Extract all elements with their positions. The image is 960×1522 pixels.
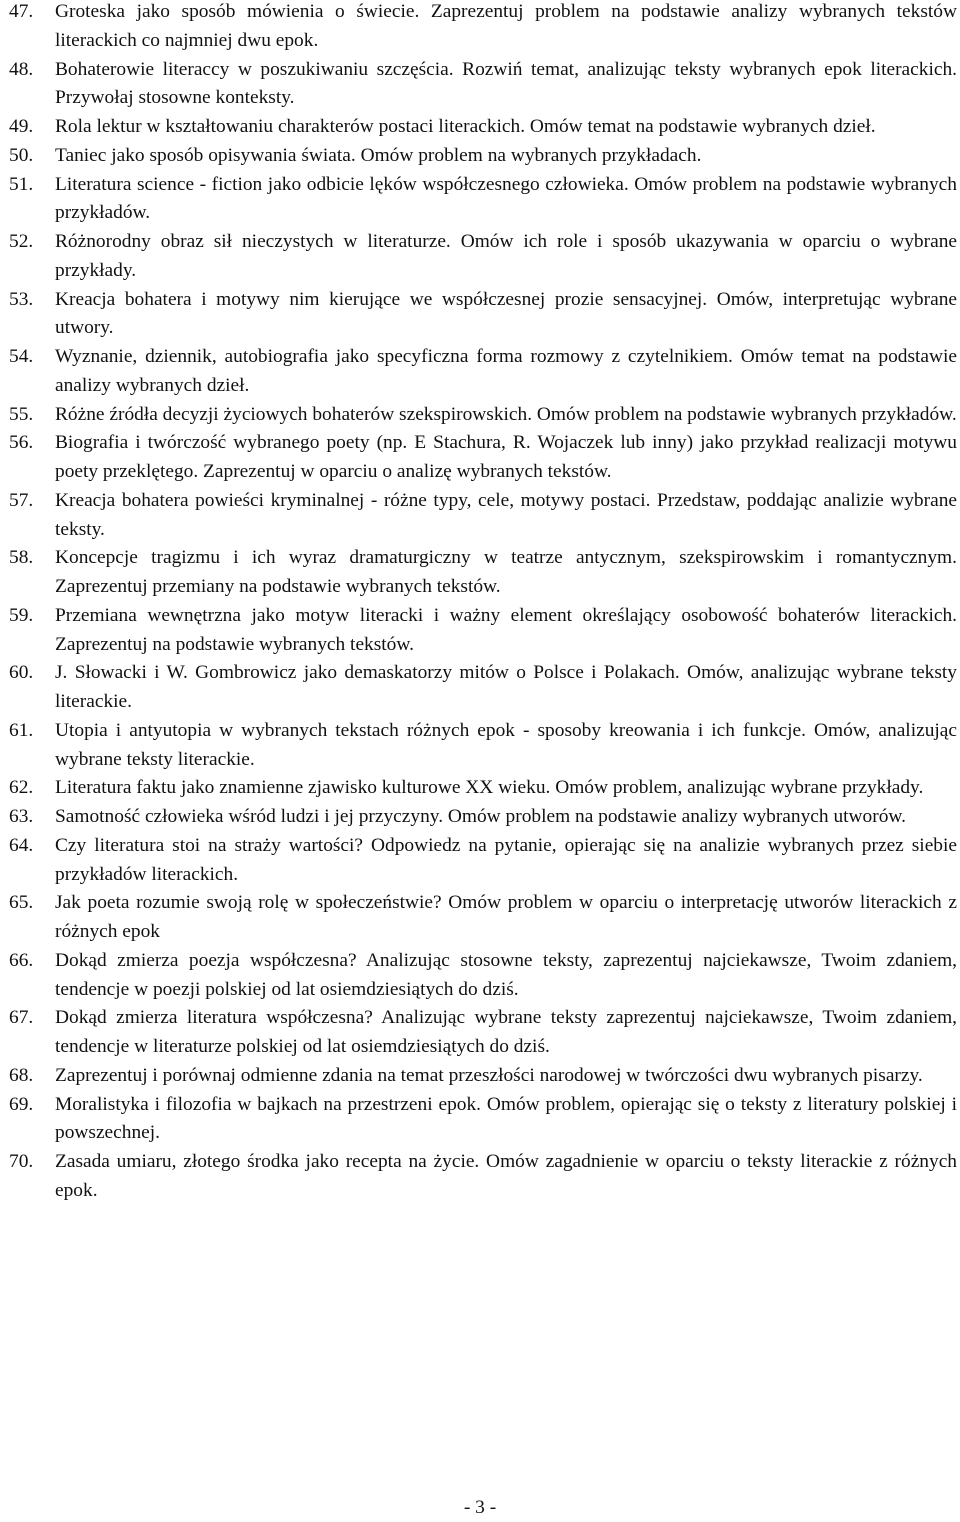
topic-text: Zaprezentuj i porównaj odmienne zdania na temat przeszłości narodowej w twórczości dwu wybranych pisarzy. [55,1064,923,1086]
topic-item [9,113,957,142]
topic-item [9,0,957,56]
topic-number: 53. [9,288,34,310]
topic-text: Koncepcje tragizmu i ich wyraz dramaturgiczny w teatrze antycznym, szekspirowskim i romantycznym. Zaprezentuj przemiany na podstawie wybranych tekstów. [55,547,957,597]
topic-text: Biografia i twórczość wybranego poety (np. E Stachura, R. Wojaczek lub inny) jako przykład realizacji motywu poety przeklętego. Zaprezentuj w oparciu o analizę wybranych tekstów. [55,432,957,482]
topic-number: 65. [9,892,34,914]
topic-item [9,832,957,890]
topic-number: 56. [9,432,34,454]
topic-number: 48. [9,58,34,80]
topic-number: 52. [9,231,34,252]
topic-number: 67. [9,1007,34,1029]
topic-number: 54. [9,346,34,367]
topic-text: Różne źródła decyzji życiowych bohaterów szekspirowskich. Omów problem na podstawie wybranych przykładów. [55,403,957,425]
topic-number: 58. [9,547,34,569]
topic-number: 51. [9,173,34,195]
topic-text: Dokąd zmierza poezja współczesna? Analizując stosowne teksty, zaprezentuj najciekawsze, Twoim zdaniem, tendencje w poezji polskiej od lat osiemdziesiątych do dziś. [55,949,957,1000]
topic-number: 49. [9,116,34,137]
topic-text: Zasada umiaru, złotego środka jako recepta na życie. Omów zagadnienie w oparciu o teksty literackie z różnych epok. [55,1151,957,1201]
topic-number: 68. [9,1064,34,1086]
topic-number: 61. [9,719,34,741]
topic-item [9,774,957,803]
topic-text: Moralistyka i filozofia w bajkach na przestrzeni epok. Omów problem, opierając się o teksty z literatury polskiej i powszechnej. [55,1093,957,1144]
topic-item [9,1004,957,1062]
topic-item [9,1148,957,1206]
topic-text: Literatura science - fiction jako odbicie lęków współczesnego człowieka. Omów problem na podstawie wybranych przykładów. [55,173,957,224]
topic-list [9,0,957,1206]
topic-item [9,1091,957,1149]
topic-item [9,487,957,545]
topic-number: 63. [9,806,34,827]
topic-item [9,659,957,717]
topic-text: Samotność człowieka wśród ludzi i jej przyczyny. Omów problem na podstawie analizy wybranych utworów. [55,806,906,827]
page-number: - 3 - [463,1497,497,1518]
topic-text: Wyznanie, dziennik, autobiografia jako specyficzna forma rozmowy z czytelnikiem. Omów temat na podstawie analizy wybranych dzieł. [55,346,957,396]
topic-text: Taniec jako sposób opisywania świata. Omów problem na wybranych przykładach. [55,144,702,166]
topic-item [9,947,957,1005]
topic-item [9,228,957,286]
topic-text: Bohaterowie literaccy w poszukiwaniu szczęścia. Rozwiń temat, analizując teksty wybranych epok literackich. Przywołaj stosowne konteksty. [55,58,957,109]
topic-text: Różnorodny obraz sił nieczystych w literaturze. Omów ich role i sposób ukazywania w oparciu o wybrane przykłady. [55,231,957,281]
topic-number: 64. [9,834,34,856]
topic-number: 47. [9,1,34,22]
topic-text: Jak poeta rozumie swoją rolę w społeczeństwie? Omów problem w oparciu o interpretację utworów literackich z różnych epok [55,892,957,942]
topic-item [9,803,957,832]
topic-number: 60. [9,662,34,684]
topic-item [9,429,957,487]
topic-number: 69. [9,1093,34,1115]
topic-item [9,544,957,602]
topic-text: Kreacja bohatera i motywy nim kierujące we współczesnej prozie sensacyjnej. Omów, interpretując wybrane utwory. [55,288,957,339]
topic-number: 50. [9,144,34,166]
topic-text: J. Słowacki i W. Gombrowicz jako demaskatorzy mitów o Polsce i Polakach. Omów, analizując wybrane teksty literackie. [55,662,957,712]
topic-item [9,1062,957,1091]
topic-number: 59. [9,604,34,626]
topic-text: Rola lektur w kształtowaniu charakterów postaci literackich. Omów temat na podstawie wybranych dzieł. [55,116,876,137]
topic-text: Przemiana wewnętrzna jako motyw literacki i ważny element określający osobowość bohaterów literackich. Zaprezentuj na podstawie wybranych tekstów. [55,604,957,655]
topic-item [9,717,957,775]
topic-text: Kreacja bohatera powieści kryminalnej - różne typy, cele, motywy postaci. Przedstaw, poddając analizie wybrane teksty. [55,489,957,540]
topic-item [9,889,957,947]
topic-text: Utopia i antyutopia w wybranych tekstach różnych epok - sposoby kreowania i ich funkcje. Omów, analizując wybrane teksty literackie. [55,719,957,770]
topic-item [9,56,957,114]
topic-number: 62. [9,777,34,799]
topic-number: 70. [9,1151,34,1172]
topic-text: Czy literatura stoi na straży wartości? Odpowiedz na pytanie, opierając się na analizie wybranych przez siebie przykładów literackich. [55,834,957,885]
topic-number: 57. [9,489,34,511]
topic-item [9,401,957,430]
topic-item [9,343,957,401]
topic-item [9,602,957,660]
topic-text: Dokąd zmierza literatura współczesna? Analizując wybrane teksty zaprezentuj najciekawsze, Twoim zdaniem, tendencje w literaturze polskiej od lat osiemdziesiątych do dziś. [55,1007,957,1057]
topic-item [9,286,957,344]
topic-item [9,142,957,171]
topic-text: Groteska jako sposób mówienia o świecie. Zaprezentuj problem na podstawie analizy wybranych tekstów literackich co najmniej dwu epok. [55,1,957,51]
topic-number: 66. [9,949,34,971]
topic-number: 55. [9,403,34,425]
topic-item [9,171,957,229]
topic-text: Literatura faktu jako znamienne zjawisko kulturowe XX wieku. Omów problem, analizując wybrane przykłady. [55,777,924,799]
